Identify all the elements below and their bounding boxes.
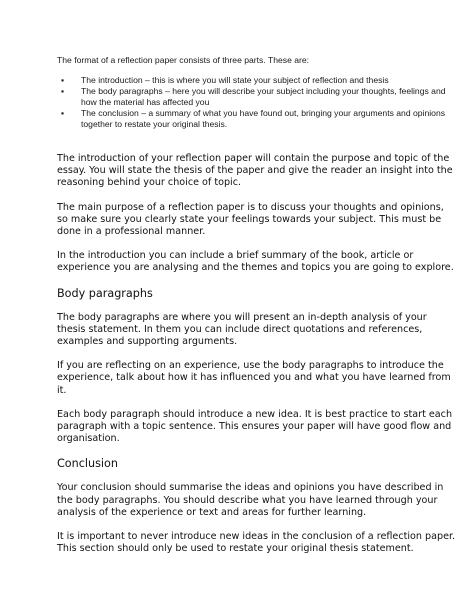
- format-list: [57, 75, 457, 130]
- introduction-paragraph: The introduction of your reflection paper will contain the purpose and topic of the essay. You will state the thesis of the paper and give the reader an insight into the reasoning behind your choice of topic.: [57, 153, 453, 189]
- conclusion-paragraph: Your conclusion should summarise the ideas and opinions you have described in the body paragraphs. You should describe what you have learned through your analysis of the experience or text and areas for further learning.: [57, 482, 444, 518]
- bullet-icon: ▪: [61, 75, 65, 85]
- format-list-item-text: The conclusion – a summary of what you have found out, bringing your arguments and opinions together to restate your original thesis.: [81, 108, 446, 129]
- format-list-item: [61, 108, 457, 130]
- body-section-paragraph: If you are reflecting on an experience, use the body paragraphs to introduce the experience, talk about how it has influenced you and what you have learned from it.: [57, 360, 451, 396]
- document-body: [57, 153, 457, 567]
- bullet-icon: ▪: [61, 108, 65, 118]
- format-overview: [57, 55, 457, 130]
- format-list-item-text: The introduction – this is where you will state your subject of reflection and thesis: [81, 75, 389, 85]
- format-list-item: [61, 86, 457, 108]
- body-paragraphs-heading: Body paragraphs: [57, 286, 153, 300]
- format-list-item: [61, 75, 457, 86]
- format-lead: The format of a reflection paper consists of three parts. These are:: [57, 55, 310, 65]
- conclusion-paragraph: It is important to never introduce new ideas in the conclusion of a reflection paper. This section should only be used to restate your original thesis statement.: [57, 531, 456, 555]
- format-list-item-text: The body paragraphs – here you will describe your subject including your thoughts, feelings and how the material has affected you: [81, 86, 446, 107]
- introduction-paragraph: The main purpose of a reflection paper is to discuss your thoughts and opinions, so make sure you clearly state your feelings towards your subject. This must be done in a professional manner.: [57, 201, 444, 238]
- introduction-paragraph: In the introduction you can include a brief summary of the book, article or experience you are analysing and the themes and topics you are going to explore.: [57, 250, 454, 274]
- body-section-paragraph: The body paragraphs are where you will present an in-depth analysis of your thesis statement. In them you can include direct quotations and references, examples and supporting arguments.: [57, 311, 427, 348]
- body-section-paragraph: Each body paragraph should introduce a new idea. It is best practice to start each paragraph with a topic sentence. This ensures your paper will have good flow and organisation.: [57, 408, 453, 445]
- bullet-icon: ▪: [61, 86, 65, 96]
- conclusion-heading: Conclusion: [57, 457, 118, 471]
